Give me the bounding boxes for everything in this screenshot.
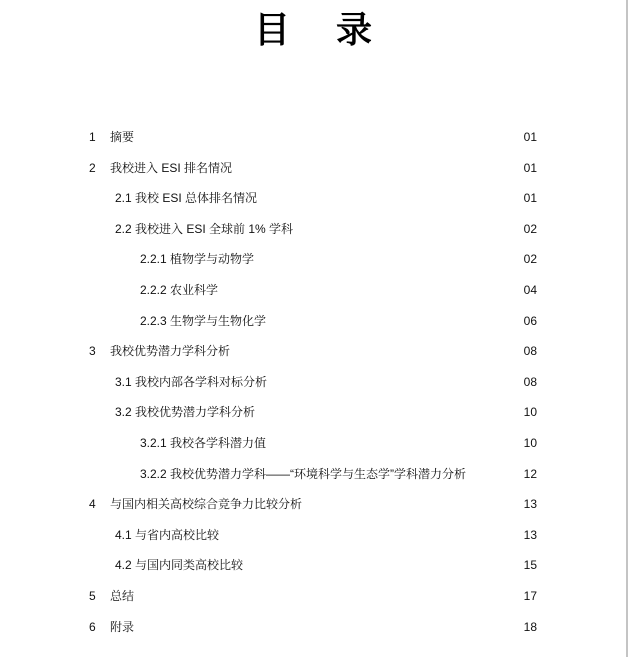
toc-entry-page: 01	[523, 161, 537, 175]
toc-entry-label: 与国内相关高校综合竞争力比较分析	[110, 494, 303, 514]
toc-entry-label: 2.2.1 植物学与动物学	[140, 249, 255, 269]
toc-entry-label: 总结	[110, 586, 135, 606]
toc-entry-2-1[interactable]	[0, 188, 626, 208]
toc-entry-label: 附录	[110, 617, 135, 637]
toc-entry-6[interactable]	[0, 617, 626, 637]
toc-entry-page: 10	[523, 405, 537, 419]
dot-leader	[299, 219, 523, 239]
toc-entry-number: 4	[89, 497, 96, 511]
toc-entry-page: 08	[523, 375, 537, 389]
toc-entry-page: 02	[523, 252, 537, 266]
toc-entry-number: 5	[89, 589, 96, 603]
dot-leader	[317, 494, 523, 514]
toc-entry-label: 3.1 我校内部各学科对标分析	[115, 372, 268, 392]
toc-entry-label: 2.2.3 生物学与生物化学	[140, 311, 267, 331]
dot-leader	[268, 188, 523, 208]
toc-entry-1[interactable]	[0, 127, 626, 147]
toc-entry-3-2[interactable]	[0, 402, 626, 422]
toc-entry-label: 2.2.2 农业科学	[140, 280, 219, 300]
title-char-2: 录	[336, 10, 373, 51]
toc-entry-page: 06	[523, 314, 537, 328]
toc-entry-4-1[interactable]	[0, 525, 626, 545]
toc-entry-label: 3.2.1 我校各学科潜力值	[140, 433, 267, 453]
toc-entry-2-2[interactable]	[0, 219, 626, 239]
toc-entry-page: 12	[523, 467, 537, 481]
toc-entry-page: 17	[523, 589, 537, 603]
toc-entry-5[interactable]	[0, 586, 626, 606]
toc-entry-2-2-1[interactable]	[0, 249, 626, 269]
toc-entry-page: 01	[523, 130, 537, 144]
toc-entry-page: 01	[523, 191, 537, 205]
toc-entry-page: 13	[523, 497, 537, 511]
dot-leader	[136, 617, 523, 637]
toc-entry-page: 18	[523, 620, 537, 634]
toc-entry-4-2[interactable]	[0, 555, 626, 575]
toc-entry-label: 我校优势潜力学科分析	[110, 341, 231, 361]
toc-entry-label: 4.2 与国内同类高校比较	[115, 555, 244, 575]
toc-entry-3-2-2[interactable]	[0, 464, 626, 484]
toc-entry-number: 3	[89, 344, 96, 358]
toc-entry-2-2-2[interactable]	[0, 280, 626, 300]
toc-entry-label: 4.1 与省内高校比较	[115, 525, 220, 545]
toc-entry-page: 10	[523, 436, 537, 450]
toc-entry-label: 2.1 我校 ESI 总体排名情况	[115, 188, 258, 208]
toc-entry-3[interactable]	[0, 341, 626, 361]
toc-entry-label: 3.2 我校优势潜力学科分析	[115, 402, 256, 422]
toc-entry-label: 2.2 我校进入 ESI 全球前 1% 学科	[115, 219, 294, 239]
toc-entry-3-2-1[interactable]	[0, 433, 626, 453]
dot-leader	[232, 525, 523, 545]
dot-leader	[232, 341, 523, 361]
title-char-1: 目	[253, 10, 290, 51]
toc-entry-4[interactable]	[0, 494, 626, 514]
toc-entry-number: 6	[89, 620, 96, 634]
dot-leader	[220, 280, 523, 300]
dot-leader	[261, 249, 523, 269]
dot-leader	[136, 127, 523, 147]
dot-leader	[256, 555, 523, 575]
dot-leader	[268, 433, 523, 453]
toc-entry-3-1[interactable]	[0, 372, 626, 392]
toc-entry-page: 02	[523, 222, 537, 236]
toc-entry-2-2-3[interactable]	[0, 311, 626, 331]
dot-leader	[136, 586, 523, 606]
toc-entry-label: 3.2.2 我校优势潜力学科——“环境科学与生态学”学科潜力分析	[140, 464, 467, 484]
toc-entry-page: 08	[523, 344, 537, 358]
toc-entry-2[interactable]	[0, 158, 626, 178]
toc-entry-page: 13	[523, 528, 537, 542]
dot-leader	[268, 311, 523, 331]
toc-entry-page: 04	[523, 283, 537, 297]
dot-leader	[269, 372, 523, 392]
toc-entry-number: 1	[89, 130, 96, 144]
dot-leader	[257, 402, 523, 422]
toc-entry-label: 我校进入 ESI 排名情况	[110, 158, 233, 178]
dot-leader	[473, 464, 523, 484]
toc-entry-label: 摘要	[110, 127, 135, 147]
toc-entry-number: 2	[89, 161, 96, 175]
toc-entry-page: 15	[523, 558, 537, 572]
dot-leader	[234, 158, 523, 178]
